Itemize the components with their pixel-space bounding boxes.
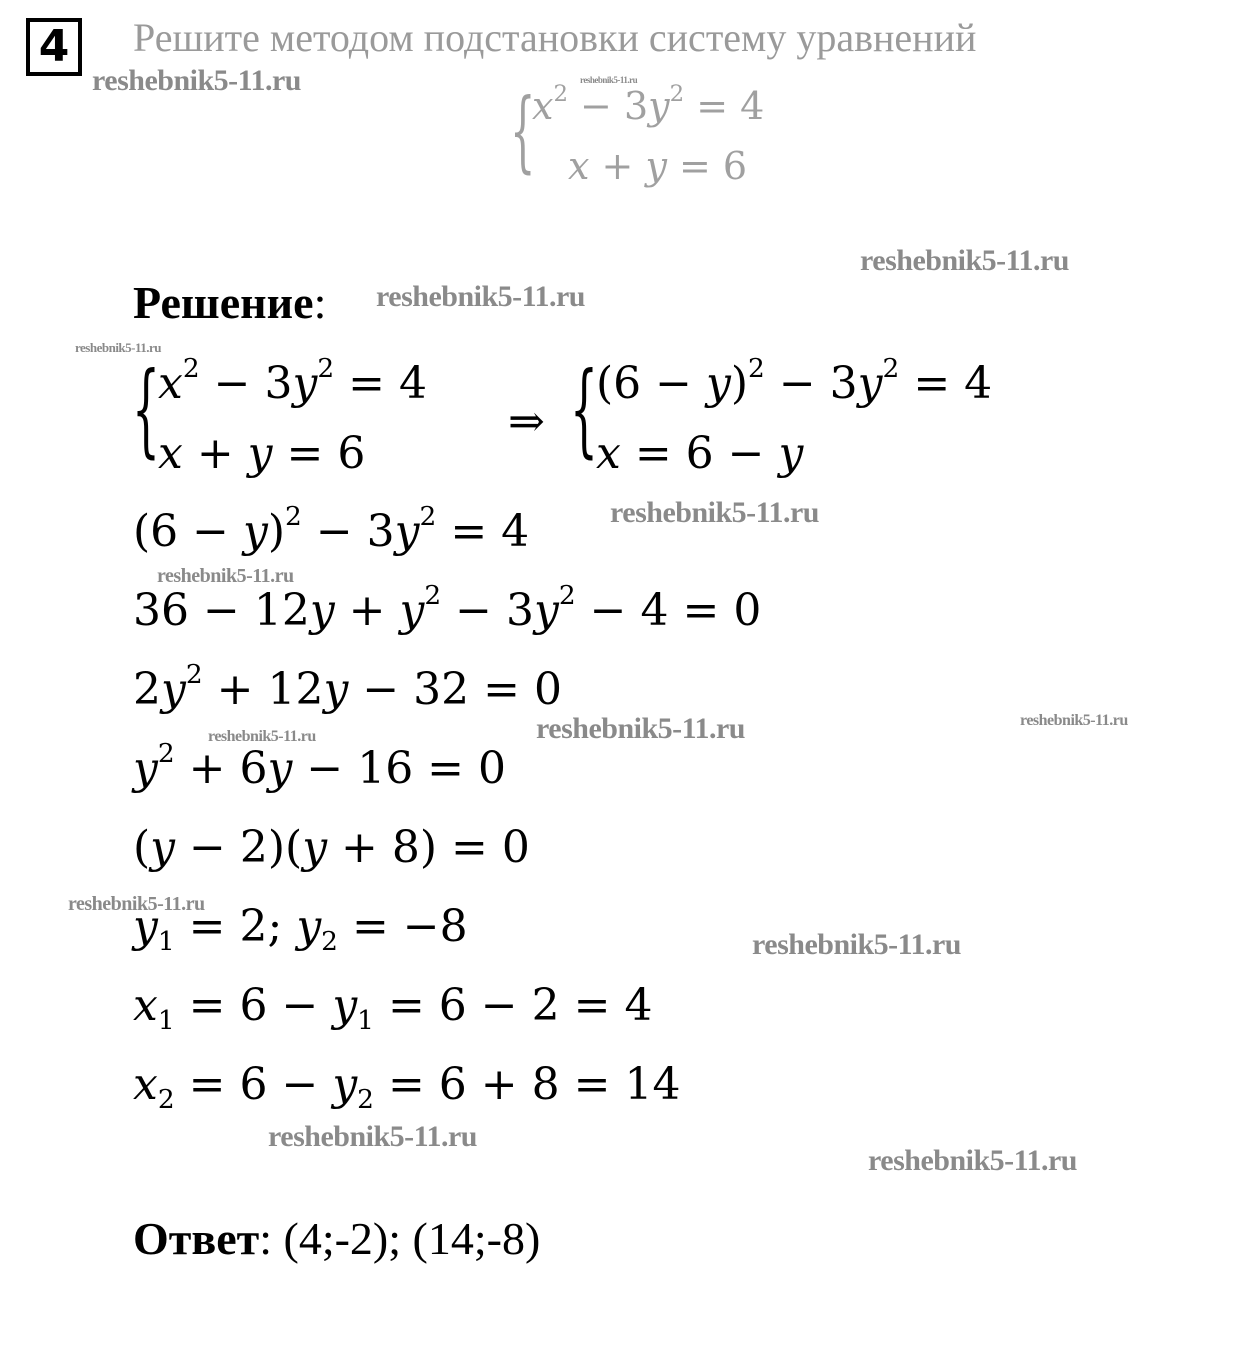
- left-system-eq2: x + y = 6: [158, 428, 366, 479]
- given-eq2: x + y = 6: [568, 144, 748, 188]
- solution-line-7: $x_1 = 6 - y_1 = 6 - 2 = 4$: [133, 980, 653, 1037]
- watermark: reshebnik5-11.ru: [752, 928, 961, 961]
- watermark: reshebnik5-11.ru: [92, 64, 301, 97]
- implies-arrow-icon: ⇒: [508, 396, 545, 447]
- problem-number: 4: [26, 18, 82, 76]
- watermark: reshebnik5-11.ru: [860, 244, 1069, 277]
- brace-icon: {: [510, 82, 536, 184]
- watermark: reshebnik5-11.ru: [75, 340, 162, 355]
- solution-line-8: $x_2 = 6 - y_2 = 6 + 8 = 14$: [133, 1059, 681, 1116]
- watermark: reshebnik5-11.ru: [536, 712, 745, 745]
- watermark: reshebnik5-11.ru: [376, 280, 585, 313]
- right-system-eq1: $(6 - y)^2 - 3y^2 = 4$: [596, 352, 993, 409]
- given-eq1: $x^2 - 3y^2 = 4$: [532, 80, 765, 128]
- solution-line-6: $y_1 = 2$; $y_2 = -8$: [133, 901, 468, 958]
- watermark: reshebnik5-11.ru: [610, 496, 819, 529]
- watermark: reshebnik5-11.ru: [157, 565, 294, 587]
- solution-line-3: $2y^2 + 12y - 32 = 0$: [133, 658, 563, 715]
- watermark: reshebnik5-11.ru: [68, 893, 205, 915]
- watermark: reshebnik5-11.ru: [1020, 712, 1128, 729]
- left-system-eq1: $x^2 - 3y^2 = 4$: [158, 352, 427, 409]
- watermark: reshebnik5-11.ru: [868, 1144, 1077, 1177]
- right-system-eq2: x = 6 − y: [596, 428, 804, 479]
- solution-line-1: $(6 - y)^2 - 3y^2 = 4$: [133, 500, 530, 557]
- answer: Ответ: (4;-2); (14;-8): [133, 1213, 541, 1264]
- watermark: reshebnik5-11.ru: [268, 1120, 477, 1153]
- solution-line-2: $36 - 12y + y^2 - 3y^2 - 4 = 0$: [133, 579, 762, 636]
- watermark: reshebnik5-11.ru: [580, 75, 638, 85]
- solution-line-5: (y − 2)(y + 8) = 0: [133, 822, 530, 873]
- left-brace-icon: {: [132, 352, 160, 470]
- watermark: reshebnik5-11.ru: [208, 728, 316, 745]
- task-text: Решите методом подстановки систему уравнений: [133, 15, 977, 60]
- solution-line-4: $y^2 + 6y - 16 = 0$: [133, 737, 507, 794]
- solution-heading: Решение:: [133, 277, 327, 328]
- right-brace-icon: {: [570, 352, 598, 470]
